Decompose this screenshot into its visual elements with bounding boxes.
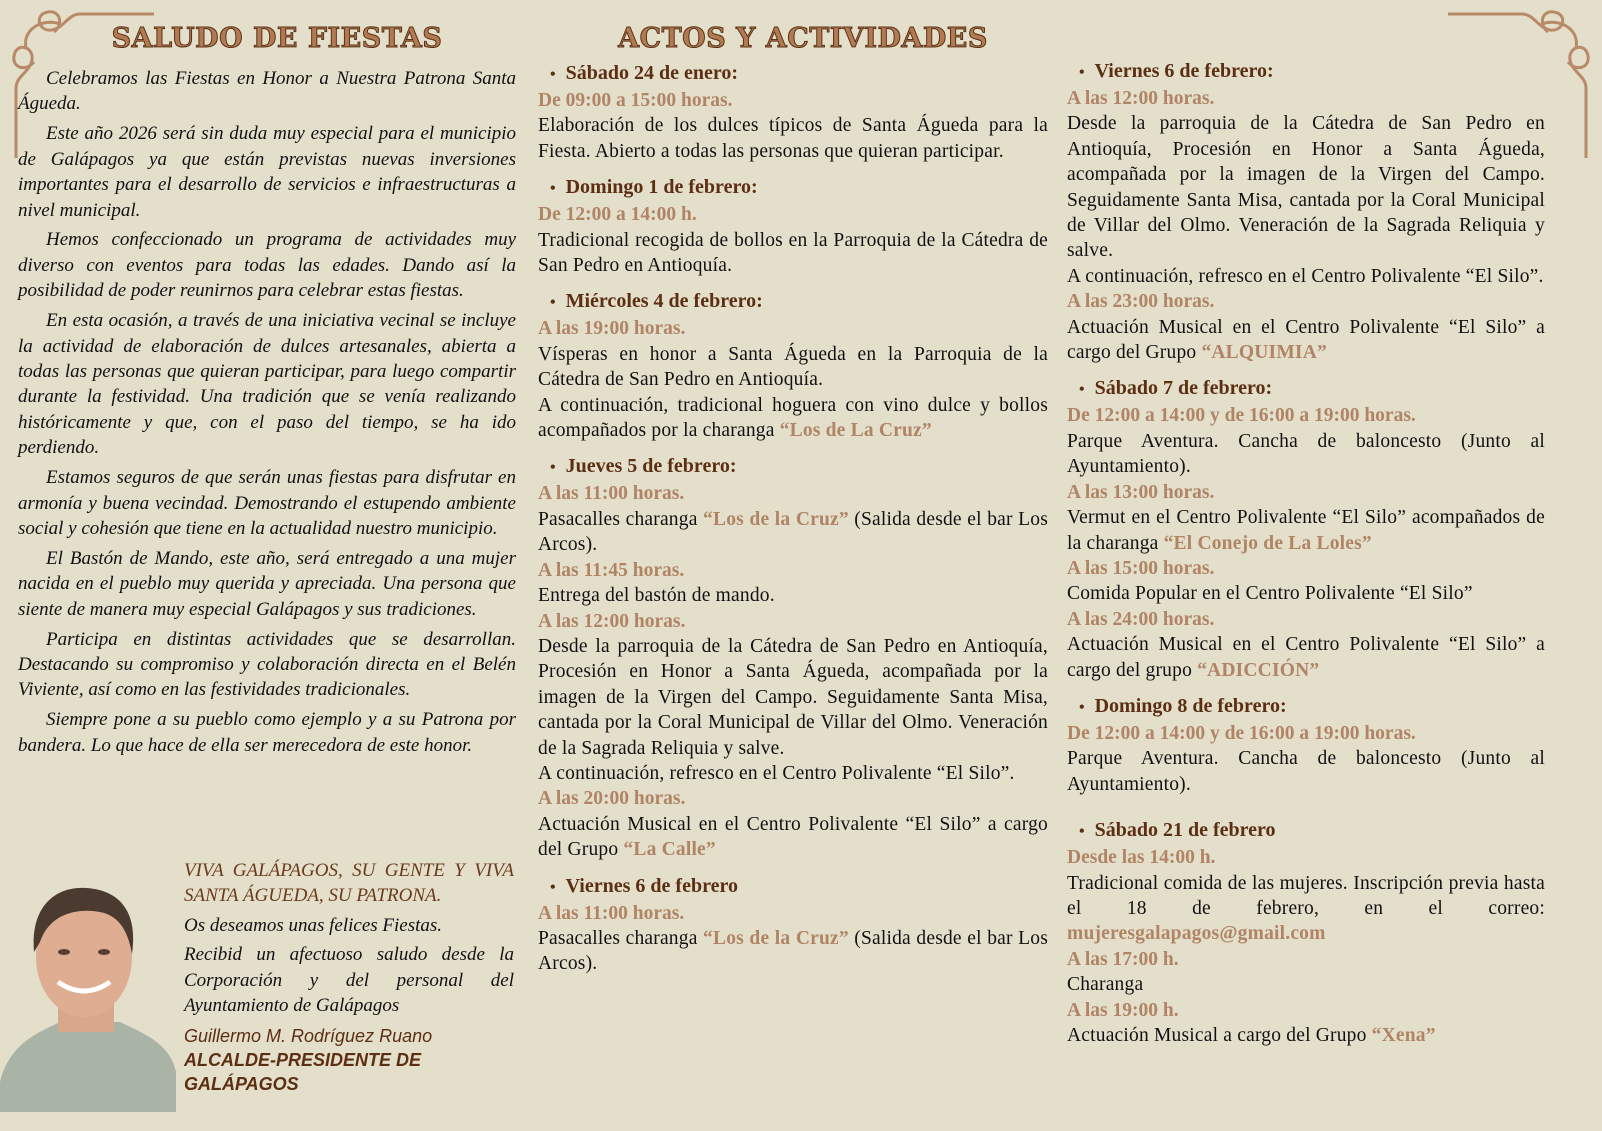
event-description xyxy=(1067,972,1545,997)
day-heading: • Jueves 5 de febrero: xyxy=(550,453,1048,481)
program-day xyxy=(538,174,1048,278)
program-column-2 xyxy=(1067,58,1545,1048)
text-segment: Parque Aventura. Cancha de baloncesto (Junto al Ayuntamiento). xyxy=(1067,430,1545,478)
event-description xyxy=(1067,264,1545,289)
program-day xyxy=(538,60,1048,164)
program-section xyxy=(538,0,1048,977)
program-day xyxy=(538,873,1048,977)
event-description xyxy=(1067,111,1545,263)
event-description xyxy=(538,761,1048,786)
text-segment: Actuación Musical en el Centro Polivalente “El Silo” a cargo del grupo xyxy=(1067,634,1545,681)
wish-text: Os deseamos unas felices Fiestas. xyxy=(184,914,443,936)
day-heading: • Miércoles 4 de febrero: xyxy=(550,288,1048,316)
highlighted-name: “El Conejo de La Loles” xyxy=(1163,532,1372,554)
mayor-photo xyxy=(0,882,176,1112)
highlighted-name: “Los de La Cruz” xyxy=(779,420,932,442)
highlighted-name: “Xena” xyxy=(1371,1025,1436,1046)
event-description xyxy=(538,342,1048,393)
text-segment: Pasacalles charanga xyxy=(538,927,704,949)
text-segment: A continuación, refresco en el Centro Polivalente “El Silo”. xyxy=(1067,265,1544,287)
text-segment: Actuación Musical en el Centro Polivalente “El Silo” a cargo del Grupo xyxy=(538,813,1048,861)
greeting-section xyxy=(18,0,516,763)
event-description xyxy=(1067,632,1545,683)
greeting-paragraph: Estamos seguros de que serán unas fiestas para disfrutar en armonía y buena vecindad. Demostrando el estupendo ambiente social y cohesión que tiene en la actualidad nuestro municipio. xyxy=(18,467,516,539)
program-day xyxy=(1067,817,1545,1048)
text-segment: Pasacalles charanga xyxy=(538,508,704,530)
event-time: A las 19:00 horas. xyxy=(538,318,686,340)
day-heading: • Domingo 1 de febrero: xyxy=(550,174,1048,202)
text-segment: Comida Popular en el Centro Polivalente “El Silo” xyxy=(1067,583,1473,605)
signer-name: Guillermo M. Rodríguez Ruano xyxy=(184,1026,433,1047)
greeting-paragraph: Participa en distintas actividades que se desarrollan. Destacando su compromiso y colaboración directa en el Belén Viviente, así como en las festividades tradicionales. xyxy=(18,628,516,701)
event-time: A las 11:45 horas. xyxy=(538,559,685,581)
event-time: A las 13:00 horas. xyxy=(1067,481,1215,503)
program-day xyxy=(538,288,1048,443)
event-description xyxy=(538,228,1048,279)
day-heading: • Sábado 7 de febrero: xyxy=(1079,375,1545,403)
event-time: Desde las 14:00 h. xyxy=(1067,847,1216,869)
text-segment: Elaboración de los dulces típicos de Santa Águeda para la Fiesta. Abierto a todas las personas que quieran participar. xyxy=(538,115,1048,162)
highlighted-name: “ADICCIÓN” xyxy=(1197,659,1320,681)
text-segment: Parque Aventura. Cancha de baloncesto (Junto al Ayuntamiento). xyxy=(1067,748,1545,795)
signer-title: ALCALDE-PRESIDENTE DE GALÁPAGOS xyxy=(184,1050,422,1095)
text-segment: Vísperas en honor a Santa Águeda en la Parroquia de la Cátedra de San Pedro en Antioquía. xyxy=(538,343,1048,391)
greeting-title: SALUDO DE FIESTAS xyxy=(111,23,443,54)
text-segment: Actuación Musical a cargo del Grupo xyxy=(1067,1025,1372,1046)
greeting-paragraph: Celebramos las Fiestas en Honor a Nuestra Patrona Santa Águeda. xyxy=(18,68,516,115)
event-time: A las 24:00 horas. xyxy=(1067,608,1215,630)
event-description xyxy=(1067,746,1545,797)
greeting-paragraph: Hemos confeccionado un programa de actividades muy diverso con eventos para todas las edades. Dando así la posibilidad de poder reunirnos para celebrar estas fiestas. xyxy=(18,229,516,302)
highlighted-name: “ALQUIMIA” xyxy=(1201,342,1327,364)
event-description xyxy=(538,812,1048,863)
greeting-closing xyxy=(184,858,514,1096)
day-heading: • Viernes 6 de febrero: xyxy=(1079,58,1545,86)
event-description xyxy=(538,113,1048,164)
event-description xyxy=(538,634,1048,761)
greeting-body xyxy=(18,66,516,758)
greeting-paragraph: Siempre pone a su pueblo como ejemplo y a su Patrona por bandera. Lo que hace de ella ser merecedora de este honor. xyxy=(18,709,516,756)
event-description xyxy=(1067,505,1545,556)
text-segment: Tradicional recogida de bollos en la Parroquia de la Cátedra de San Pedro en Antioquía. xyxy=(538,229,1048,277)
program-day xyxy=(538,453,1048,862)
event-time: A las 12:00 horas. xyxy=(1067,88,1215,109)
greeting-paragraph: En esta ocasión, a través de una iniciativa vecinal se incluye la actividad de elaboración de dulces artesanales, abierta a todas las personas que quieran participar, para luego compartir durante la festividad. Una tradición que se venía realizando históricamente y que, con el paso del tiempo, se ha ido perdiendo. xyxy=(18,310,516,459)
day-heading: • Sábado 24 de enero: xyxy=(550,60,1048,88)
program-day xyxy=(1067,693,1545,797)
event-time: A las 17:00 h. xyxy=(1067,948,1179,970)
event-time: De 09:00 a 15:00 horas. xyxy=(538,90,733,111)
text-segment: Actuación Musical en el Centro Polivalente “El Silo” a cargo del Grupo xyxy=(1067,316,1545,364)
viva-text: VIVA GALÁPAGOS, SU GENTE Y VIVA SANTA ÁGUEDA, SU PATRONA. xyxy=(184,860,514,907)
program-title: ACTOS Y ACTIVIDADES xyxy=(618,23,988,54)
event-description xyxy=(1067,1023,1545,1048)
highlighted-name: “Los de la Cruz” xyxy=(703,508,849,530)
text-segment: A continuación, tradicional hoguera con vino dulce y bollos acompañados por la charanga xyxy=(538,394,1048,442)
event-time: A las 20:00 horas. xyxy=(538,788,686,810)
event-description xyxy=(538,583,1048,608)
day-heading: • Viernes 6 de febrero xyxy=(550,873,1048,901)
highlighted-name: “La Calle” xyxy=(623,839,716,861)
text-segment: A continuación, refresco en el Centro Polivalente “El Silo”. xyxy=(538,762,1015,784)
text-segment: Charanga xyxy=(1067,974,1144,996)
highlighted-name: “Los de la Cruz” xyxy=(703,927,849,949)
event-time: A las 12:00 horas. xyxy=(538,610,686,632)
event-time: A las 19:00 h. xyxy=(1067,999,1179,1021)
event-time: A las 11:00 horas. xyxy=(538,902,685,924)
text-segment: Entrega del bastón de mando. xyxy=(538,585,775,607)
event-description xyxy=(538,507,1048,558)
program-day xyxy=(1067,58,1545,365)
highlighted-name: mujeresgalapagos@gmail.com xyxy=(1067,923,1326,945)
regards-text: Recibid un afectuoso saludo desde la Corporación y del personal del Ayuntamiento de Galápagos xyxy=(184,944,514,1017)
event-description xyxy=(1067,315,1545,366)
text-segment: (Salida desde el bar Los Arcos). xyxy=(538,927,1049,975)
day-heading: • Sábado 21 de febrero xyxy=(1079,817,1545,845)
event-description xyxy=(538,393,1048,444)
event-time: De 12:00 a 14:00 y de 16:00 a 19:00 horas. xyxy=(1067,722,1416,744)
text-segment: Tradicional comida de las mujeres. Inscripción previa hasta el 18 de febrero, en el correo: xyxy=(1067,872,1545,919)
event-time: A las 23:00 horas. xyxy=(1067,291,1215,313)
event-time: A las 11:00 horas. xyxy=(538,483,685,505)
event-description xyxy=(1067,429,1545,480)
greeting-paragraph: Este año 2026 será sin duda muy especial para el municipio de Galápagos ya que están previstas nuevas inversiones importantes para el desarrollo de servicios e infraestructuras a nivel municipal. xyxy=(18,123,516,221)
event-description xyxy=(538,926,1048,977)
program-column-2-wrapper xyxy=(1067,50,1545,1048)
event-time: De 12:00 a 14:00 y de 16:00 a 19:00 horas. xyxy=(1067,405,1416,427)
day-heading: • Domingo 8 de febrero: xyxy=(1079,693,1545,721)
event-time: A las 15:00 horas. xyxy=(1067,557,1215,579)
greeting-paragraph: El Bastón de Mando, este año, será entregado a una mujer nacida en el pueblo muy querida y apreciada. Una persona que siente de manera muy especial Galápagos y sus tradiciones. xyxy=(18,547,516,620)
text-segment: Desde la parroquia de la Cátedra de San Pedro en Antioquía, Procesión en Honor a Santa Águeda, acompañada por la imagen de la Virgen del Campo. Seguidamente Santa Misa, cantada por la Coral Municipal de Villar del Olmo. Veneración de la Sagrada Reliquia y salve. xyxy=(1067,113,1545,262)
text-segment: (Salida desde el bar Los Arcos). xyxy=(538,508,1049,556)
program-column-1 xyxy=(538,60,1048,977)
event-description xyxy=(1067,581,1545,606)
event-description xyxy=(1067,871,1545,947)
event-time: De 12:00 a 14:00 h. xyxy=(538,204,697,226)
text-segment: Vermut en el Centro Polivalente “El Silo” acompañados de la charanga xyxy=(1067,507,1545,554)
program-day xyxy=(1067,375,1545,682)
text-segment: Desde la parroquia de la Cátedra de San Pedro en Antioquía, Procesión en Honor a Santa Águeda, acompañada por la imagen de la Virgen del Campo. Seguidamente Santa Misa, cantada por la Coral Municipal de Villar del Olmo. Veneración de la Sagrada Reliquia y salve. xyxy=(538,635,1048,759)
